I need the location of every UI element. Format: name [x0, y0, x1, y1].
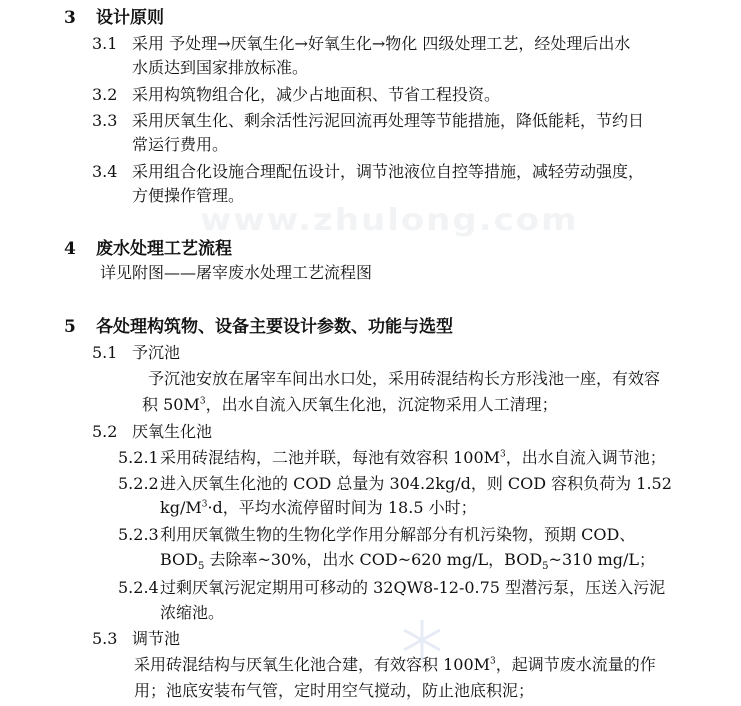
item-5-2-title: 厌氧生化池: [132, 422, 213, 441]
item-5-1-line-1: 予沉池安放在屠宰车间出水口处，采用砖混结构长方形浅池一座，有效容: [148, 369, 661, 388]
item-3-1-number: 3.1: [92, 34, 118, 53]
section-4-text: 详见附图——屠宰废水处理工艺流程图: [100, 263, 373, 282]
snowflake-icon: [400, 618, 444, 662]
item-5-2-2-line-2: $kg/M^3\cdot d$，平均水流停留时间为 18.5 小时；: [160, 498, 477, 517]
section-5-number: 5: [64, 317, 76, 337]
item-3-3-line-2: 常运行费用。: [132, 135, 229, 154]
item-5-2-4-line-2: 浓缩池。: [160, 603, 225, 622]
item-3-4-line-1: 采用组合化设施合理配伍设计，调节池液位自控等措施，减轻劳动强度，: [132, 162, 645, 181]
item-5-2-3-line-2: $BOD_5$ 去除率~30%，出水 COD~620 mg/L，$BOD_5\sim 310$ mg/L；: [160, 550, 656, 573]
item-5-3-title: 调节池: [132, 629, 181, 648]
item-5-1-line-2: 积 $50M^3$，出水自流入厌氧生化池，沉淀物采用人工清理；: [142, 395, 558, 414]
section-5-title: 各处理构筑物、设备主要设计参数、功能与选型: [96, 317, 453, 337]
item-5-3-line-1: 采用砖混结构与厌氧生化池合建，有效容积 $100M^3$，起调节废水流量的作: [134, 655, 656, 674]
item-5-2-4-line-1: 过剩厌氧污泥定期用可移动的 32QW8-12-0.75 型潜污泵，压送入污泥: [160, 578, 666, 597]
section-4-number: 4: [64, 239, 76, 259]
item-5-2-2-number: 5.2.2: [118, 474, 159, 493]
item-3-1-line-2: 水质达到国家排放标准。: [132, 58, 309, 77]
item-3-3-number: 3.3: [92, 111, 118, 130]
item-5-3-line-2: 用；池底安装布气管，定时用空气搅动，防止池底积泥；: [134, 681, 535, 700]
item-5-2-1-number: 5.2.1: [118, 448, 159, 467]
item-3-2-line-1: 采用构筑物组合化，减少占地面积、节省工程投资。: [132, 85, 501, 104]
section-3-title: 设计原则: [96, 8, 164, 28]
item-5-2-2-line-1: 进入厌氧生化池的 COD 总量为 304.2kg/d，则 COD 容积负荷为 1.52: [160, 474, 672, 493]
section-4-title: 废水处理工艺流程: [96, 239, 232, 259]
section-3-number: 3: [64, 8, 76, 28]
item-5-2-number: 5.2: [92, 422, 118, 441]
item-5-1-number: 5.1: [92, 343, 118, 362]
watermark-text: www.zhulong.com: [200, 202, 579, 238]
item-3-4-number: 3.4: [92, 162, 118, 181]
item-5-1-title: 予沉池: [132, 343, 181, 362]
item-5-2-3-number: 5.2.3: [118, 525, 159, 544]
item-5-2-1-line-1: 采用砖混结构，二池并联，每池有效容积 $100M^3$，出水自流入调节池；: [160, 448, 666, 467]
item-3-3-line-1: 采用厌氧生化、剩余活性污泥回流再处理等节能措施，降低能耗，节约日: [132, 111, 645, 130]
item-5-2-3-line-1: 利用厌氧微生物的生物化学作用分解部分有机污染物，预期 COD、: [160, 525, 636, 544]
item-3-4-line-2: 方便操作管理。: [132, 186, 245, 205]
item-3-2-number: 3.2: [92, 85, 118, 104]
item-5-2-4-number: 5.2.4: [118, 578, 159, 597]
item-3-1-line-1: 采用 予处理→厌氧生化→好氧生化→物化 四级处理工艺，经处理后出水: [132, 34, 631, 53]
item-5-3-number: 5.3: [92, 629, 118, 648]
